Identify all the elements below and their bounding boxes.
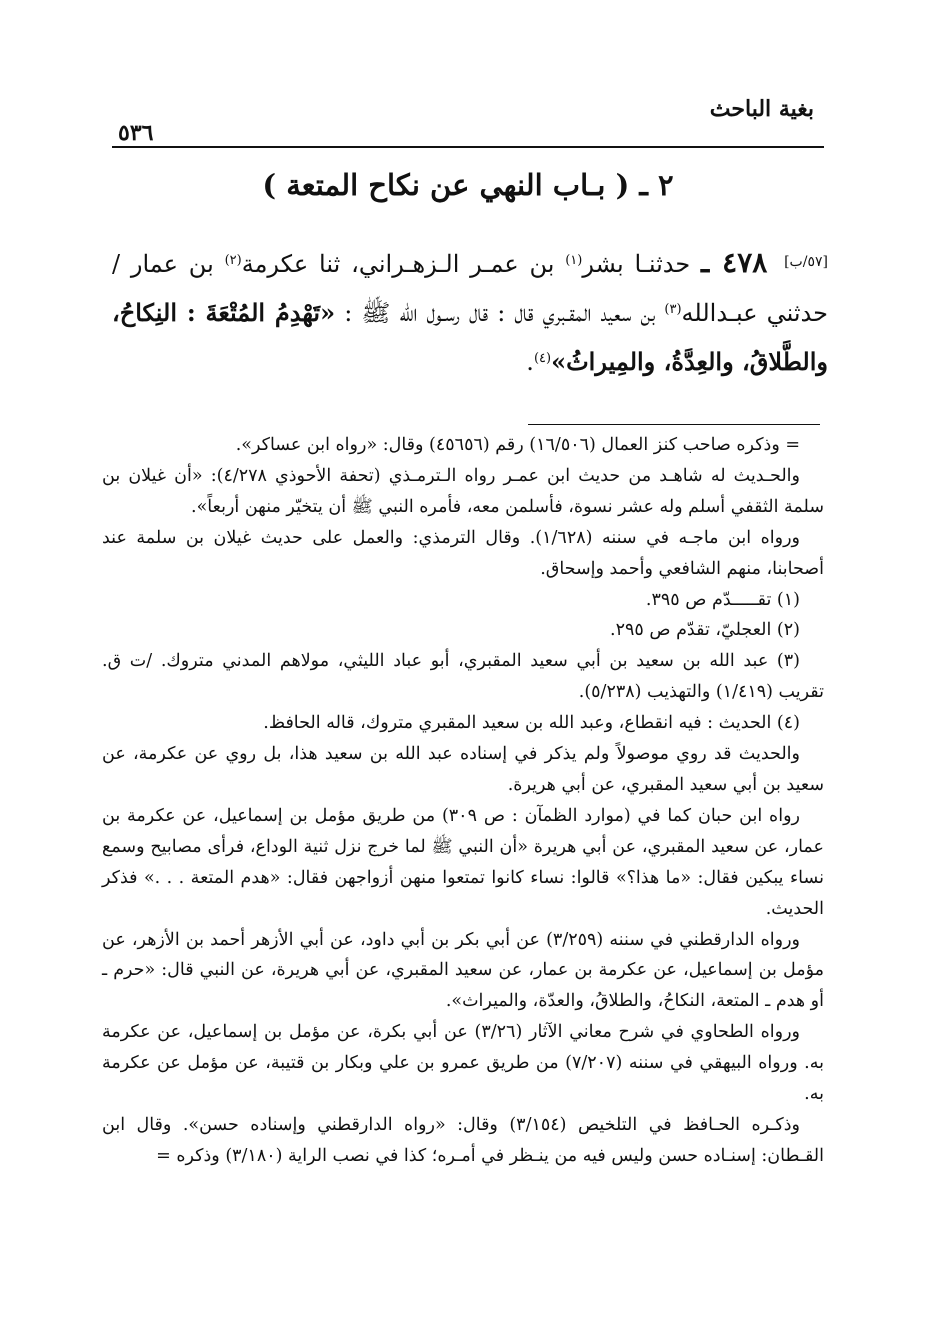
manuscript-reference: [٥٧/ب] [784, 254, 828, 270]
chapter-title: ٢ ـ ( بـاب النهي عن نكاح المتعة ) [262, 168, 674, 202]
footnote-marker: (٣) [664, 302, 682, 317]
isnad-part: بن عمـر الـزهـراني، ثنا عكرمة [241, 250, 555, 278]
footnote-marker: (١) [565, 253, 583, 268]
isnad-part: بن سعيد المقـبري قال : قال رسـول الله ﷺ : [344, 299, 656, 327]
footnote-4: (٤) الحديث : فيه انقطاع، وعبد الله بن سعيد المقبري متروك، قاله الحافظ. [263, 713, 800, 734]
footnote-3: (٣) عبد الله بن سعيد بن أبي سعيد المقبري، أبو عباد الليثي، مولاهم المدني متروك. /ت ق. تقريب (١/٤١٩) والتهذيب (٥/٢٣٨). [102, 651, 824, 703]
footnote-2: (٢) العجليّ، تقدّم ص ٢٩٥. [610, 620, 800, 641]
hadith-matn: «تَهْدِمُ المُتْعَةَ : النِكاحُ، والطَّلاقُ، والعِدَّةُ، والمِيراثُ» [112, 298, 828, 376]
footnote-marker: (٢) [224, 253, 242, 268]
footnote-marker: (٤) [533, 351, 552, 366]
footnote-paragraph: رواه ابن حبان كما في (موارد الظمآن : ص ٣٠٩) من طريق مؤمل بن إسماعيل، عن عكرمة بن عمار، عن سعيد المقبري، عن أبي هريرة «أن النبي ﷺ لما خرج نزل ثنية الوداع، فرأى مصابيح وسمع نساء يبكين فقال: «ما هذا؟» قالوا: نساء كانوا تمتعوا منهن أزواجهن فقال: «هدم المتعة . . .» فذكر الحديث. [102, 805, 824, 919]
footnote-paragraph: ورواه الطحاوي في شرح معاني الآثار (٣/٢٦) عن أبي بكرة، عن مؤمل بن إسماعيل، عن عكرمة به. ورواه البيهقي في سننه (٧/٢٠٧) من طريق عمرو بن علي وبكار بن قتيبة، عن مؤمل عن عكرمة به. [102, 1022, 824, 1105]
isnad-part: حدثنـا بشر [582, 250, 691, 278]
page-number: ٥٣٦ [118, 120, 154, 146]
running-head: بغية الباحث [709, 96, 814, 122]
footnote-paragraph: وذكـره الحـافظ في التلخيص (٣/١٥٤) وقال: «رواه الدارقطني وإسناده حسن». وقال ابن القـطان: إسنـاده حسن وليس فيه من ينـظر في أمـره؛ كذا في نصب الراية (٣/١٨٠) وذكره = [102, 1114, 824, 1166]
header-rule [112, 146, 824, 148]
hadith-text [112, 238, 828, 385]
isnad-part: بن عمار / حدثني عبـدالله [112, 250, 828, 327]
footnote-paragraph: ورواه ابن ماجـه في سننه (١/٦٢٨). وقال الترمذي: والعمل على حديث غيلان بن سلمة عند أصحابنا، منهم الشافعي وأحمد وإسحاق. [102, 527, 824, 579]
footnote-paragraph: والحديث قد روي موصولاً ولم يذكر في إسناده عبد الله بن سعيد هذا، بل روي عن عكرمة، عن سعيد بن أبي سعيد المقبري، عن أبي هريرة. [102, 744, 824, 795]
footnote-separator [528, 424, 820, 425]
footnote-continuation: = وذكره صاحب كنز العمال (١٦/٥٠٦) رقم (٤٥٦٥٦) وقال: «رواه ابن عساكر». [235, 435, 800, 455]
footnote-1: (١) تقـــــدّم ص ٣٩٥. [645, 589, 800, 610]
footnote-paragraph: ورواه الدارقطني في سننه (٣/٢٥٩) عن أبي بكر بن أبي داود، عن أبي الأزهر أحمد بن الأزهر، عن مؤمل بن إسماعيل، عن عكرمة بن عمار، عن سعيد المقبري، عن أبي هريرة، عن النبي قال: «حرم ـ أو هدم ـ المتعة، النكاحُ، والطلاقُ، والعدّة، والميراث». [102, 929, 824, 1012]
hadith-number: ٤٧٨ ـ [701, 246, 768, 279]
footnote-paragraph: والحـديث له شاهـد من حديث ابن عمـر رواه الـترمـذي (تحفة الأحوذي ٤/٢٧٨): «أن غيلان بن سلمة الثقفي أسلم وله عشر نسوة، فأسلمن معه، فأمره النبي ﷺ أن يتخيّر منهن أربعاً». [102, 465, 824, 517]
hadith-end: . [526, 348, 534, 376]
footnotes [102, 430, 824, 1172]
